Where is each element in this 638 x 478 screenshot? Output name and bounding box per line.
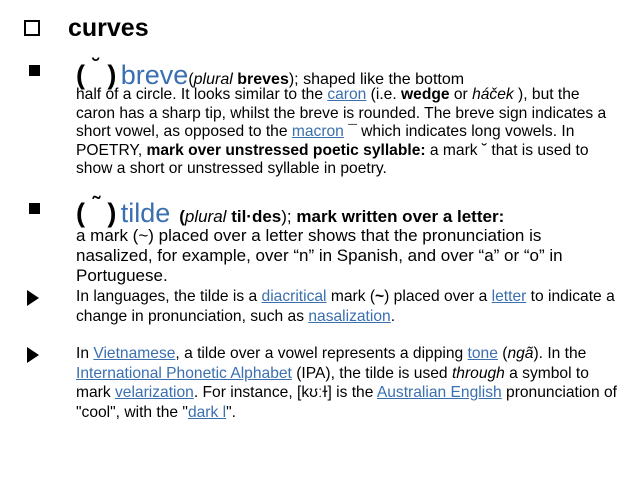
plural-word: plural — [184, 207, 227, 226]
nga-word: ngã — [507, 345, 534, 362]
breve-mark: ˘ — [92, 54, 100, 79]
text: In — [76, 345, 94, 362]
breve-definition — [76, 86, 621, 179]
point-text — [76, 287, 621, 326]
text: mark ( — [326, 288, 376, 305]
arrow-bullet-icon — [27, 347, 39, 363]
text: . — [390, 307, 396, 325]
dark-l-link[interactable]: dark l — [187, 403, 227, 421]
wedge-word: wedge — [401, 86, 450, 103]
text: ) placed over a — [384, 288, 492, 305]
hacek-word: háček — [472, 86, 514, 103]
bold-phrase: mark over unstressed poetic syllable: — [146, 141, 426, 159]
tone-link[interactable]: tone — [467, 345, 498, 362]
square-bullet-icon — [29, 203, 40, 214]
text: a symbol to mark — [76, 364, 589, 401]
text: ¯ which indicates long vowels. In POETRY, — [76, 123, 575, 159]
open-paren: ( — [76, 60, 93, 90]
text: ] is the — [327, 384, 377, 401]
close-paren: ) — [99, 60, 117, 90]
ipa-symbol: ɫ — [322, 384, 328, 401]
tilde-link[interactable]: tilde — [120, 198, 171, 228]
diacritical-link[interactable]: diacritical — [261, 288, 327, 305]
plural-form: breves — [237, 71, 289, 88]
text: ); shaped like the bottom — [288, 71, 465, 88]
close-paren: ) — [99, 198, 117, 228]
through-word: through — [451, 364, 505, 382]
tilde-headline — [76, 192, 504, 229]
letter-link[interactable]: letter — [491, 288, 527, 305]
square-bullet-icon — [29, 65, 40, 76]
text: ( — [497, 345, 508, 362]
macron-link[interactable]: macron — [291, 123, 344, 140]
text: (i.e. — [366, 86, 402, 103]
tilde-symbol: ~ — [375, 288, 385, 305]
heading-text: curves — [68, 14, 149, 42]
text: ). In the — [533, 345, 587, 362]
text: to indicate a change in pronunciation, such as — [76, 288, 615, 325]
nasalization-link[interactable]: nasalization — [308, 307, 391, 325]
plural-word: plural — [193, 71, 233, 88]
caron-link[interactable]: caron — [327, 86, 367, 103]
ipa-link[interactable]: International Phonetic Alphabet — [76, 364, 292, 382]
text: , a tilde over a vowel represents a dipping — [175, 345, 468, 362]
tilde-definition — [76, 226, 621, 286]
text: (IPA), the tilde is used — [291, 364, 452, 382]
text: a mark ˘ that is used to show a short or unstressed syllable in poetry. — [76, 141, 589, 177]
text: half of a circle. It looks similar to the — [76, 86, 328, 103]
text: ( — [179, 207, 185, 226]
australian-english-link[interactable]: Australian English — [376, 384, 502, 401]
open-paren: ( — [76, 198, 93, 228]
breve-link[interactable]: breve — [120, 60, 189, 90]
velarization-link[interactable]: velarization — [114, 384, 194, 401]
bold-phrase: mark written over a letter: — [296, 207, 505, 226]
text: ". — [226, 403, 236, 421]
syllables: til·des — [231, 207, 282, 226]
vietnamese-link[interactable]: Vietnamese — [93, 345, 176, 362]
point-text — [76, 344, 624, 422]
text: ); — [281, 207, 297, 226]
text: In languages, the tilde is a — [76, 288, 262, 305]
text: pronunciation of "cool", with the " — [76, 384, 617, 421]
text: or — [449, 86, 473, 103]
arrow-bullet-icon — [27, 290, 39, 306]
text: a mark (~) placed over a letter shows that the pronunciation is nasalized, for example, over “n” in Spanish, and over “a” or “o” in Portuguese. — [76, 226, 563, 285]
text: . For instance, [kʊː — [193, 384, 323, 401]
text: ), but the caron has a sharp tip, whilst the breve is rounded. The breve sign indicates a short vowel, as opposed to the — [76, 86, 607, 140]
hollow-square-bullet-icon — [24, 20, 40, 36]
tilde-mark: ˜ — [92, 192, 100, 217]
text: ( — [188, 71, 194, 88]
